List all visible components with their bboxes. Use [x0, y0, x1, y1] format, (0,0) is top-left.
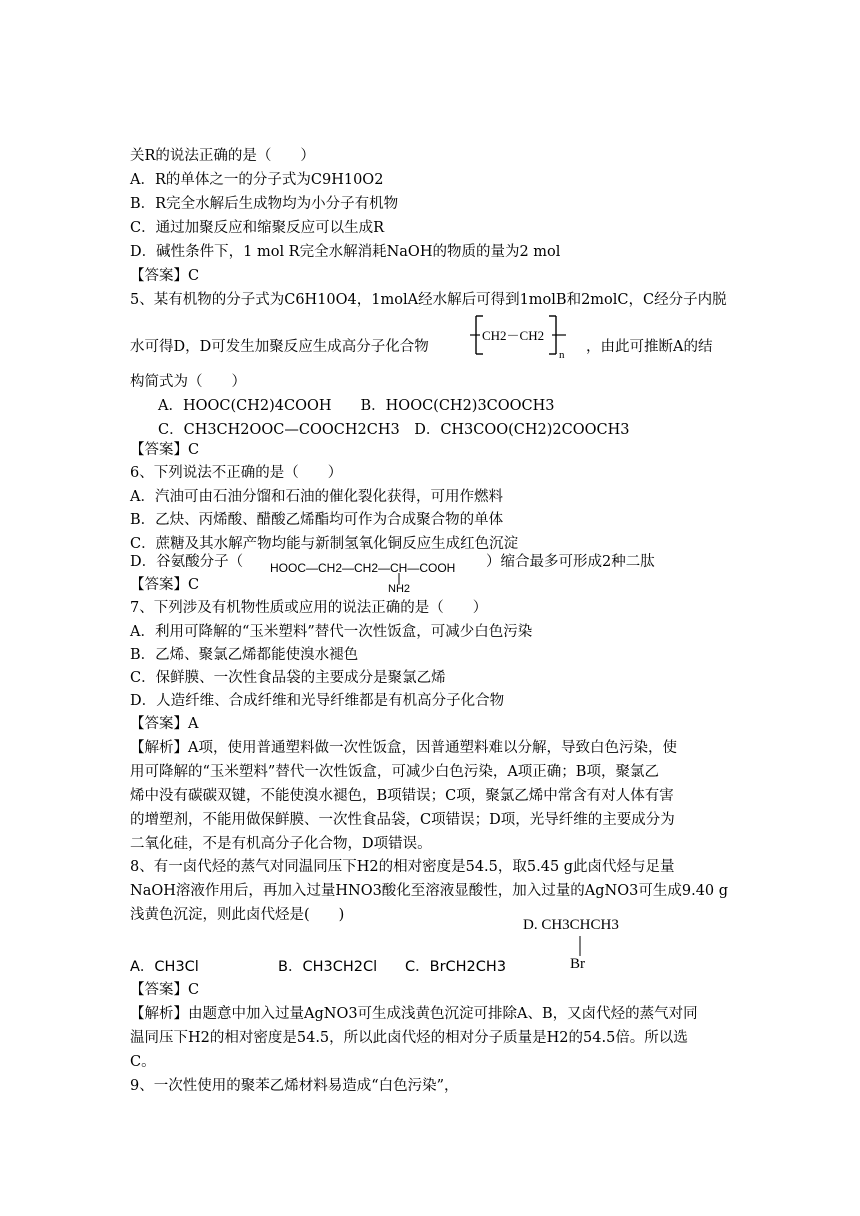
- question-6: 6、下列说法不正确的是（ ）: [130, 465, 343, 481]
- answer-line: 【答案】C: [130, 268, 200, 284]
- text-line: 构简式为（ ）: [130, 374, 246, 390]
- option-line: C．CH3CH2OOC—COOCH2CH3 D．CH3COO(CH2)2COOCH3: [158, 422, 630, 438]
- text-line: C．蔗糖及其水解产物均能与新制氢氧化铜反应生成红色沉淀: [130, 536, 519, 552]
- answer-line: 【答案】C: [130, 577, 200, 593]
- option-d: D. CH3CHCH3: [523, 917, 619, 933]
- analysis-line: 烯中没有碳碳双键，不能使溴水褪色，B项错误；C项，聚氯乙烯中常含有对人体有害: [130, 788, 674, 804]
- question-8: 8、有一卤代烃的蒸气对同温同压下H2的相对密度是54.5，取5.45 g此卤代烃与足量: [130, 859, 675, 875]
- option-line: A．HOOC(CH2)4COOH B．HOOC(CH2)3COOCH3: [158, 398, 555, 414]
- analysis-line: 【解析】由题意中加入过量AgNO3可生成浅黄色沉淀可排除A、B，又卤代烃的蒸气对同: [130, 1006, 698, 1022]
- analysis-line: 【解析】A项，使用普通塑料做一次性饭盒，因普通塑料难以分解，导致白色污染，使: [130, 740, 677, 756]
- text-line: NaOH溶液作用后，再加入过量HNO3酸化至溶液显酸性，加入过量的AgNO3可生成9.40 g: [130, 883, 729, 899]
- analysis-line: 的增塑剂，不能用做保鲜膜、一次性食品袋，C项错误；D项，光导纤维的主要成分为: [130, 812, 675, 828]
- text-line: ）缩合最多可形成2种二肽: [486, 554, 655, 570]
- answer-line: 【答案】A: [130, 716, 199, 732]
- text-line: B．乙烯、聚氯乙烯都能使溴水褪色: [130, 647, 359, 663]
- polymer-structure: [470, 312, 580, 360]
- answer-line: 【答案】C: [130, 982, 200, 998]
- question-7: 7、下列涉及有机物性质或应用的说法正确的是（ ）: [130, 600, 488, 616]
- text-line: D．人造纤维、合成纤维和光导纤维都是有机高分子化合物: [130, 693, 505, 709]
- text-line: B．乙炔、丙烯酸、醋酸乙烯酯均可作为合成聚合物的单体: [130, 512, 504, 528]
- analysis-line: C。: [130, 1054, 156, 1070]
- text-line: D．谷氨酸分子（: [130, 554, 244, 570]
- option-a: A．CH3Cl: [130, 959, 199, 975]
- option-d-br: Br: [570, 956, 585, 972]
- text-line: C．通过加聚反应和缩聚反应可以生成R: [130, 220, 385, 236]
- polymer-formula: CH2－CH2: [482, 328, 545, 343]
- text-line: 关R的说法正确的是（ ）: [130, 148, 315, 164]
- text-line: C．保鲜膜、一次性食品袋的主要成分是聚氯乙烯: [130, 670, 446, 686]
- glutamic-acid-formula: HOOC—CH2—CH2—CH—COOH: [270, 561, 456, 575]
- polymer-n: n: [559, 349, 565, 360]
- question-9: 9、一次性使用的聚苯乙烯材料易造成“白色污染”，: [130, 1078, 459, 1094]
- text-line: 浅黄色沉淀，则此卤代烃是( ): [130, 907, 345, 923]
- analysis-line: 二氧化硅，不是有机高分子化合物，D项错误。: [130, 836, 432, 852]
- analysis-line: 用可降解的“玉米塑料”替代一次性饭盒，可减少白色污染，A项正确；B项，聚氯乙: [130, 764, 659, 780]
- text-line: A．R的单体之一的分子式为C9H10O2: [130, 172, 384, 188]
- text-line: 水可得D，D可发生加聚反应生成高分子化合物: [130, 339, 429, 355]
- text-line: A．利用可降解的“玉米塑料”替代一次性饭盒，可减少白色污染: [130, 624, 533, 640]
- text-line: D．碱性条件下，1 mol R完全水解消耗NaOH的物质的量为2 mol: [130, 244, 561, 260]
- text-line: B．R完全水解后生成物均为小分子有机物: [130, 196, 399, 212]
- question-5: 5、某有机物的分子式为C6H10O4，1molA经水解后可得到1molB和2molC，C经分子内脱: [130, 292, 727, 308]
- option-c: C．BrCH2CH3: [405, 959, 507, 975]
- bond-line: [575, 936, 585, 956]
- analysis-line: 温同压下H2的相对密度是54.5，所以此卤代烃的相对分子质量是H2的54.5倍。所以选: [130, 1030, 688, 1046]
- glutamic-acid-amino: NH2: [388, 583, 411, 595]
- text-line: ，由此可推断A的结: [586, 339, 713, 355]
- text-line: A．汽油可由石油分馏和石油的催化裂化获得，可用作燃料: [130, 489, 503, 505]
- answer-line: 【答案】C: [130, 442, 200, 458]
- option-b: B．CH3CH2Cl: [278, 959, 378, 975]
